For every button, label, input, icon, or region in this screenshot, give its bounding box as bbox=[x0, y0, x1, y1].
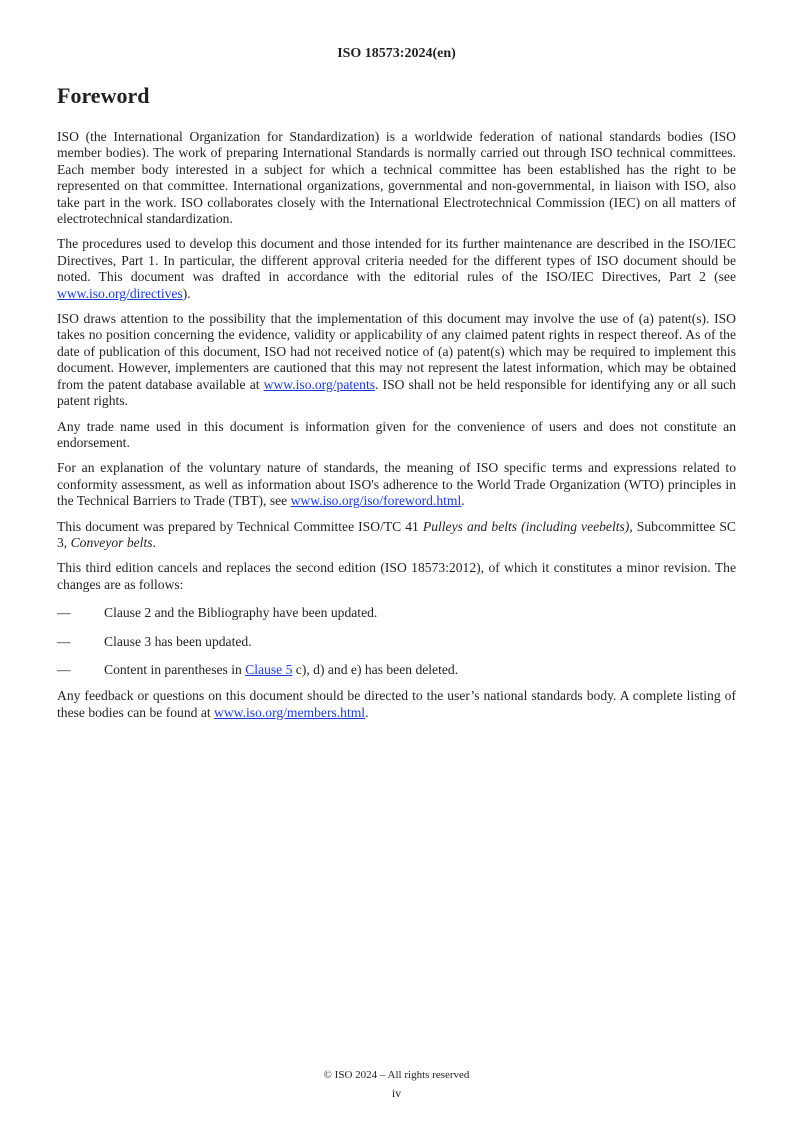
page-number: iv bbox=[391, 1086, 402, 1100]
paragraph-procedures bbox=[57, 236, 736, 302]
document-header: ISO 18573:2024(en) bbox=[337, 46, 456, 61]
link-patents[interactable]: www.iso.org/patents bbox=[263, 376, 376, 392]
paragraph-committee bbox=[57, 519, 736, 552]
text: The procedures used to develop this document and those intended for its further maintenance are described in the ISO/IEC Directives, Part 1. In particular, the different approval criteria needed for the different types of ISO document should be noted. This document was drafted in accordance with the editorial rules of the ISO/IEC Directives, Part 2 (see bbox=[57, 236, 736, 285]
list-dash: — bbox=[57, 661, 71, 677]
committee-title: Pulleys and belts (including veebelts) bbox=[422, 518, 630, 534]
link-members[interactable]: www.iso.org/members.html bbox=[214, 704, 366, 720]
link-clause-5[interactable]: Clause 5 bbox=[245, 661, 293, 677]
page-footer bbox=[0, 1066, 793, 1102]
text: ISO draws attention to the possibility that the implementation of this document may involve the use of (a) patent(s). ISO takes no position concerning the evidence, validity or applicability of any claimed patent rights in respect thereof. As of the date of publication of this document, ISO had not received notice of (a) patent(s) which may be required to implement this document. However, implementers are cautioned that this may not represent the latest information, which may be obtained from the patent database available at bbox=[57, 311, 736, 392]
text: ). bbox=[182, 285, 191, 301]
link-foreword[interactable]: www.iso.org/iso/foreword.html bbox=[290, 493, 462, 509]
text: For an explanation of the voluntary nature of standards, the meaning of ISO specific terms and expressions related to conformity assessment, as well as information about ISO's adherence to the World Trade Organization (WTO) principles in the Technical Barriers to Trade (TBT), see bbox=[57, 460, 736, 509]
text: Any feedback or questions on this document should be directed to the user’s national standards body. A complete listing of these bodies can be found at bbox=[57, 688, 736, 720]
text: This document was prepared by Technical Committee ISO/TC 41 bbox=[57, 518, 423, 534]
list-item-text: Clause 2 and the Bibliography have been updated. bbox=[104, 605, 378, 621]
page-title: Foreword bbox=[57, 83, 150, 108]
text: . bbox=[152, 534, 156, 550]
text: , Subcommittee SC 3, bbox=[57, 518, 736, 550]
text: . bbox=[365, 704, 369, 720]
paragraph-edition: This third edition cancels and replaces the second edition (ISO 18573:2012), of which it constitutes a minor revision. The changes are as follows: bbox=[57, 560, 736, 592]
paragraph-voluntary-nature bbox=[57, 460, 736, 509]
list-dash: — bbox=[57, 633, 71, 649]
list-item bbox=[57, 662, 736, 678]
list-item bbox=[57, 634, 736, 650]
list-item-text: c), d) and e) has been deleted. bbox=[292, 661, 459, 677]
text: . ISO shall not be held responsible for identifying any or all such patent rights. bbox=[57, 376, 736, 409]
paragraph-patents bbox=[57, 311, 736, 409]
list-item-text: Content in parentheses in bbox=[104, 661, 246, 677]
paragraph-feedback bbox=[57, 688, 736, 721]
document-body bbox=[57, 129, 736, 730]
text: . bbox=[461, 493, 465, 509]
link-directives[interactable]: www.iso.org/directives bbox=[57, 285, 183, 301]
subcommittee-title: Conveyor belts bbox=[70, 534, 153, 550]
paragraph-trade-name: Any trade name used in this document is information given for the convenience of users and does not constitute an endorsement. bbox=[57, 418, 736, 450]
list-item-text: Clause 3 has been updated. bbox=[104, 633, 252, 649]
copyright-notice: © ISO 2024 – All rights reserved bbox=[323, 1069, 470, 1081]
list-dash: — bbox=[57, 605, 71, 621]
list-item bbox=[57, 605, 736, 621]
paragraph-iso-intro: ISO (the International Organization for Standardization) is a worldwide federation of national standards bodies (ISO member bodies). The work of preparing International Standards is normally carried out through ISO technical committees. Each member body interested in a subject for which a technical committee has been established has the right to be represented on that committee. International organizations, governmental and non-governmental, in liaison with ISO, also take part in the work. ISO collaborates closely with the International Electrotechnical Commission (IEC) on all matters of electrotechnical standardization. bbox=[57, 129, 736, 227]
